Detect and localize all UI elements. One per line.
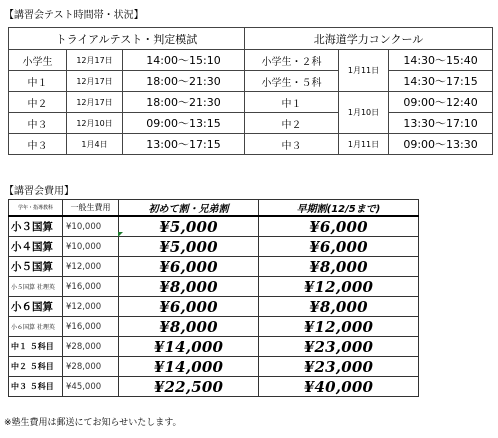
- grade-cell: 小５国算: [9, 257, 63, 277]
- left-grade: 中３: [9, 113, 67, 134]
- left-grade: 中１: [9, 71, 67, 92]
- first-discount-price: ¥6,000: [119, 297, 259, 317]
- first-discount-price: ¥5,000: [119, 237, 259, 257]
- right-grade: 中１: [245, 92, 339, 113]
- first-discount-price: ¥14,000: [119, 337, 259, 357]
- test-schedule-table: [8, 27, 493, 155]
- left-date: 12月17日: [67, 92, 123, 113]
- left-time: 09:00～13:15: [123, 113, 245, 134]
- footnote: ※塾生費用は郵送にてお知らせいたします。: [4, 418, 182, 428]
- fee-row: [9, 277, 419, 297]
- general-fee-header: 一般生費用: [63, 200, 119, 217]
- right-time: 13:30～17:10: [389, 113, 493, 134]
- right-grade: 中３: [245, 134, 339, 155]
- early-discount-price: ¥23,000: [259, 357, 419, 377]
- grade-cell: 小５国算 社理英: [9, 277, 63, 297]
- fee-row: [9, 337, 419, 357]
- early-discount-price: ¥23,000: [259, 337, 419, 357]
- early-discount-price: ¥6,000: [259, 237, 419, 257]
- left-time: 14:00～15:10: [123, 50, 245, 71]
- first-discount-price: ¥22,500: [119, 377, 259, 397]
- first-discount-price: ¥14,000: [119, 357, 259, 377]
- left-date: 12月10日: [67, 113, 123, 134]
- general-fee-cell: ¥12,000: [63, 257, 119, 277]
- right-grade: 小学生・５科: [245, 71, 339, 92]
- hokkaido-contest-title: 北海道学力コンクール: [245, 28, 493, 50]
- general-fee-cell: ¥10,000: [63, 237, 119, 257]
- fee-row: [9, 317, 419, 337]
- left-date: 12月17日: [67, 71, 123, 92]
- first-discount-price: ¥5,000: [119, 216, 259, 237]
- right-time: 09:00～13:30: [389, 134, 493, 155]
- left-time: 18:00～21:30: [123, 71, 245, 92]
- right-date: 1月11日: [339, 134, 389, 155]
- grade-cell: 小６国算 社理英: [9, 317, 63, 337]
- grade-cell: 中１ ５科目: [9, 337, 63, 357]
- early-discount-price: ¥12,000: [259, 317, 419, 337]
- early-discount-price: ¥8,000: [259, 257, 419, 277]
- early-discount-price: ¥8,000: [259, 297, 419, 317]
- grade-column-header: 学年・指導教科: [9, 200, 63, 217]
- early-discount-price: ¥6,000: [259, 216, 419, 237]
- schedule-row: [9, 50, 493, 71]
- left-date: 1月4日: [67, 134, 123, 155]
- left-grade: 中３: [9, 134, 67, 155]
- right-date: 1月11日: [339, 50, 389, 92]
- left-date: 12月17日: [67, 50, 123, 71]
- early-discount-header: 早期割(12/5まで): [259, 200, 419, 217]
- general-fee-cell: ¥10,000: [63, 216, 119, 237]
- schedule-heading: 【講習会テスト時間帯・状況】: [4, 10, 144, 21]
- general-fee-cell: ¥16,000: [63, 277, 119, 297]
- right-time: 09:00～12:40: [389, 92, 493, 113]
- grade-cell: 小６国算: [9, 297, 63, 317]
- first-discount-price: ¥8,000: [119, 277, 259, 297]
- general-fee-cell: ¥12,000: [63, 297, 119, 317]
- right-grade: 小学生・２科: [245, 50, 339, 71]
- left-grade: 中２: [9, 92, 67, 113]
- fees-heading: 【講習会費用】: [4, 186, 74, 197]
- trial-test-title: トライアルテスト・判定模試: [9, 28, 245, 50]
- fee-row: [9, 357, 419, 377]
- grade-cell: 小３国算: [9, 216, 63, 237]
- fee-row: [9, 216, 419, 237]
- first-discount-price: ¥6,000: [119, 257, 259, 277]
- fee-row: [9, 377, 419, 397]
- fee-row: [9, 257, 419, 277]
- left-time: 13:00～17:15: [123, 134, 245, 155]
- grade-cell: 中３ ５科目: [9, 377, 63, 397]
- general-fee-cell: ¥45,000: [63, 377, 119, 397]
- cell-corner-marker: [118, 232, 123, 237]
- early-discount-price: ¥40,000: [259, 377, 419, 397]
- schedule-row: [9, 71, 493, 92]
- general-fee-cell: ¥16,000: [63, 317, 119, 337]
- left-grade: 小学生: [9, 50, 67, 71]
- right-date: 1月10日: [339, 92, 389, 134]
- schedule-row: [9, 134, 493, 155]
- schedule-row: [9, 92, 493, 113]
- grade-cell: 中２ ５科目: [9, 357, 63, 377]
- general-fee-cell: ¥28,000: [63, 337, 119, 357]
- right-time: 14:30～15:40: [389, 50, 493, 71]
- general-fee-cell: ¥28,000: [63, 357, 119, 377]
- grade-cell: 小４国算: [9, 237, 63, 257]
- first-discount-price: ¥8,000: [119, 317, 259, 337]
- fee-row: [9, 297, 419, 317]
- left-time: 18:00～21:30: [123, 92, 245, 113]
- fee-table: [8, 199, 419, 397]
- schedule-row: [9, 113, 493, 134]
- early-discount-price: ¥12,000: [259, 277, 419, 297]
- right-grade: 中２: [245, 113, 339, 134]
- first-discount-header: 初めて割・兄弟割: [119, 200, 259, 217]
- fee-row: [9, 237, 419, 257]
- right-time: 14:30～17:15: [389, 71, 493, 92]
